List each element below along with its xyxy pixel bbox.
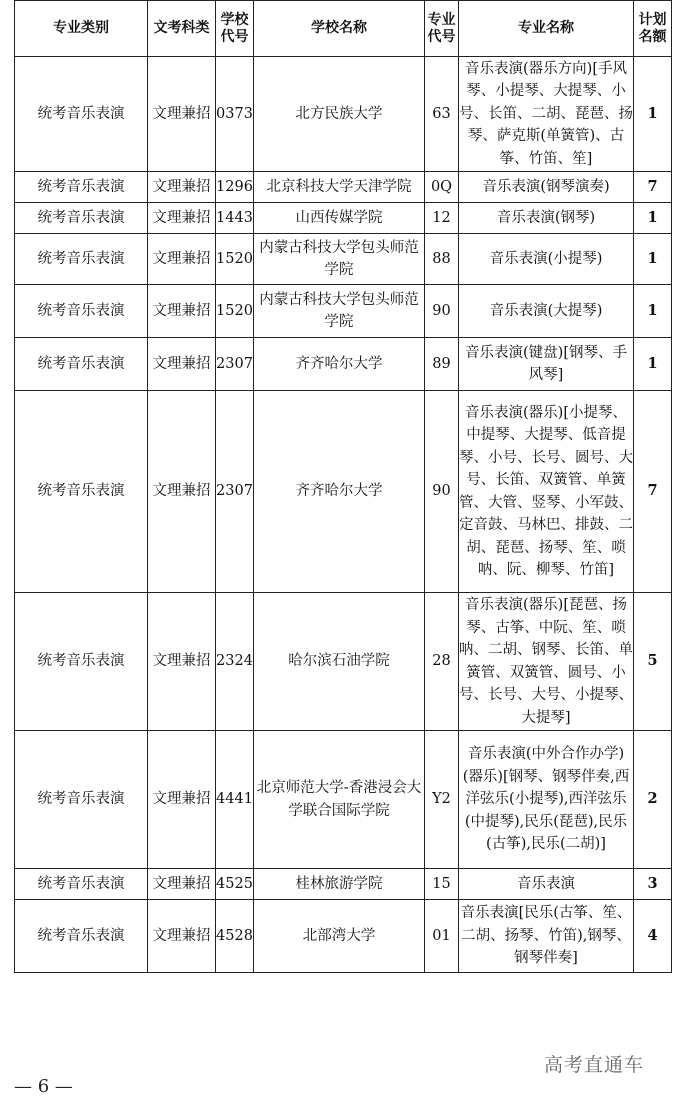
cell-category: 统考音乐表演 — [15, 869, 148, 900]
cell-school-name: 齐齐哈尔大学 — [254, 391, 425, 593]
cell-category: 统考音乐表演 — [15, 338, 148, 391]
table-row — [15, 391, 672, 593]
cell-major-name: 音乐表演[民乐(古筝、笙、二胡、扬琴、竹笛),钢琴、钢琴伴奏] — [459, 900, 634, 973]
cell-quota: 1 — [634, 203, 672, 234]
cell-school-name: 山西传媒学院 — [254, 203, 425, 234]
cell-major-name: 音乐表演 — [459, 869, 634, 900]
cell-quota: 7 — [634, 172, 672, 203]
cell-quota: 4 — [634, 900, 672, 973]
cell-major-code: 15 — [425, 869, 459, 900]
cell-subject: 文理兼招 — [148, 731, 216, 869]
cell-major-name: 音乐表演(钢琴) — [459, 203, 634, 234]
cell-subject: 文理兼招 — [148, 285, 216, 338]
table-body — [15, 57, 672, 973]
cell-quota: 1 — [634, 234, 672, 285]
cell-subject: 文理兼招 — [148, 338, 216, 391]
cell-major-name: 音乐表演(器乐)[小提琴、中提琴、大提琴、低音提琴、小号、长号、圆号、大号、长笛、双簧管、单簧管、大管、竖琴、小军鼓、定音鼓、马林巴、排鼓、二胡、琵琶、扬琴、笙、唢呐、阮、柳琴、竹笛] — [459, 391, 634, 593]
cell-school-code: 4525 — [216, 869, 254, 900]
page-number: — 6 — — [14, 1076, 73, 1097]
cell-category: 统考音乐表演 — [15, 593, 148, 731]
cell-major-code: 63 — [425, 57, 459, 172]
header-school-code: 学校代号 — [216, 1, 254, 57]
watermark-brand: 高考直通车 — [544, 1054, 645, 1076]
cell-major-code: Y2 — [425, 731, 459, 869]
cell-major-code: 12 — [425, 203, 459, 234]
header-subject: 文考科类 — [148, 1, 216, 57]
cell-school-name: 桂林旅游学院 — [254, 869, 425, 900]
cell-school-name: 齐齐哈尔大学 — [254, 338, 425, 391]
cell-category: 统考音乐表演 — [15, 234, 148, 285]
cell-major-name: 音乐表演(大提琴) — [459, 285, 634, 338]
cell-major-code: 88 — [425, 234, 459, 285]
table-row — [15, 57, 672, 172]
cell-major-code: 28 — [425, 593, 459, 731]
cell-major-code: 89 — [425, 338, 459, 391]
cell-subject: 文理兼招 — [148, 203, 216, 234]
cell-school-code: 4528 — [216, 900, 254, 973]
cell-school-code: 0373 — [216, 57, 254, 172]
table-row — [15, 203, 672, 234]
table-row — [15, 593, 672, 731]
cell-school-name: 北部湾大学 — [254, 900, 425, 973]
table-row — [15, 900, 672, 973]
header-quota: 计划名额 — [634, 1, 672, 57]
cell-category: 统考音乐表演 — [15, 203, 148, 234]
cell-quota: 3 — [634, 869, 672, 900]
cell-school-name: 内蒙古科技大学包头师范学院 — [254, 234, 425, 285]
table-row — [15, 731, 672, 869]
cell-category: 统考音乐表演 — [15, 900, 148, 973]
header-row — [15, 1, 672, 57]
cell-school-name: 北京科技大学天津学院 — [254, 172, 425, 203]
cell-major-name: 音乐表演(键盘)[钢琴、手风琴] — [459, 338, 634, 391]
cell-category: 统考音乐表演 — [15, 285, 148, 338]
cell-school-code: 2324 — [216, 593, 254, 731]
cell-school-code: 1520 — [216, 234, 254, 285]
cell-major-name: 音乐表演(中外合作办学)(器乐)[钢琴、钢琴伴奏,西洋弦乐(小提琴),西洋弦乐(中提琴),民乐(琵琶),民乐(古筝),民乐(二胡)] — [459, 731, 634, 869]
cell-subject: 文理兼招 — [148, 172, 216, 203]
cell-school-name: 哈尔滨石油学院 — [254, 593, 425, 731]
cell-category: 统考音乐表演 — [15, 731, 148, 869]
cell-major-name: 音乐表演(器乐)[琵琶、扬琴、古筝、中阮、笙、唢呐、二胡、钢琴、长笛、单簧管、双簧管、圆号、小号、长号、大号、小提琴、大提琴] — [459, 593, 634, 731]
table-row — [15, 869, 672, 900]
cell-major-name: 音乐表演(器乐方向)[手风琴、小提琴、大提琴、小号、长笛、二胡、琵琶、扬琴、萨克斯(单簧管)、古筝、竹笛、笙] — [459, 57, 634, 172]
cell-school-code: 1296 — [216, 172, 254, 203]
cell-school-name: 北方民族大学 — [254, 57, 425, 172]
cell-quota: 1 — [634, 285, 672, 338]
cell-school-code: 2307 — [216, 338, 254, 391]
cell-category: 统考音乐表演 — [15, 172, 148, 203]
cell-major-code: 01 — [425, 900, 459, 973]
cell-subject: 文理兼招 — [148, 593, 216, 731]
cell-quota: 7 — [634, 391, 672, 593]
cell-category: 统考音乐表演 — [15, 391, 148, 593]
cell-school-code: 2307 — [216, 391, 254, 593]
cell-major-code: 90 — [425, 285, 459, 338]
table-row — [15, 234, 672, 285]
cell-quota: 1 — [634, 57, 672, 172]
header-category: 专业类别 — [15, 1, 148, 57]
cell-school-name: 内蒙古科技大学包头师范学院 — [254, 285, 425, 338]
cell-major-name: 音乐表演(钢琴演奏) — [459, 172, 634, 203]
cell-major-name: 音乐表演(小提琴) — [459, 234, 634, 285]
cell-subject: 文理兼招 — [148, 234, 216, 285]
table-row — [15, 338, 672, 391]
cell-subject: 文理兼招 — [148, 57, 216, 172]
cell-quota: 1 — [634, 338, 672, 391]
cell-subject: 文理兼招 — [148, 900, 216, 973]
cell-major-code: 0Q — [425, 172, 459, 203]
cell-school-code: 1443 — [216, 203, 254, 234]
cell-school-code: 1520 — [216, 285, 254, 338]
cell-category: 统考音乐表演 — [15, 57, 148, 172]
cell-school-name: 北京师范大学-香港浸会大学联合国际学院 — [254, 731, 425, 869]
header-major-code: 专业代号 — [425, 1, 459, 57]
table-row — [15, 285, 672, 338]
header-major-name: 专业名称 — [459, 1, 634, 57]
cell-quota: 2 — [634, 731, 672, 869]
table-row — [15, 172, 672, 203]
cell-school-code: 4441 — [216, 731, 254, 869]
header-school-name: 学校名称 — [254, 1, 425, 57]
cell-major-code: 90 — [425, 391, 459, 593]
table-header — [15, 1, 672, 57]
cell-quota: 5 — [634, 593, 672, 731]
cell-subject: 文理兼招 — [148, 869, 216, 900]
cell-subject: 文理兼招 — [148, 391, 216, 593]
admission-plan-table — [14, 0, 672, 973]
